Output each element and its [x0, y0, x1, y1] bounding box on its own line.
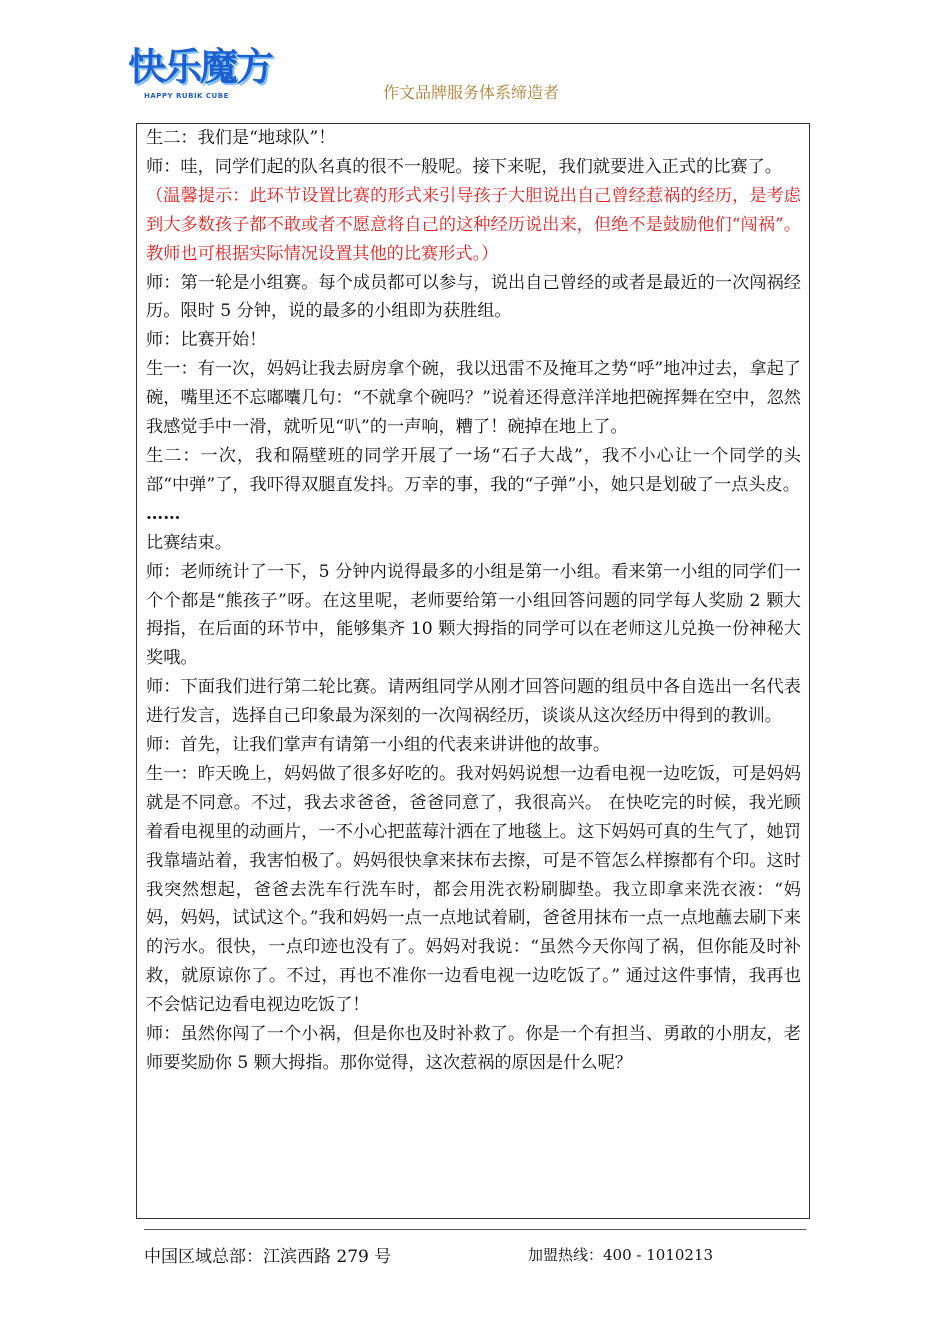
footer-hotline: 加盟热线：400 - 1010213	[528, 1246, 714, 1264]
dialogue-paragraph: 生二：我们是“地球队”！	[146, 128, 336, 148]
dialogue-paragraph: 比赛结束。	[146, 532, 232, 553]
dialogue-paragraph: 生一：有一次，妈妈让我去厨房拿个碗，我以迅雷不及掩耳之势“呼”地冲过去，拿起了碗，嘴里还不忘嘟囔几句：“不就拿个碗吗？”说着还得意洋洋地把碗挥舞在空中，忽然我感觉手中一滑，就听见“叭”的一声响，糟了！碗掉在地上了。	[146, 359, 801, 438]
dialogue-paragraph: 师：第一轮是小组赛。每个成员都可以参与，说出自己曾经的或者是最近的一次闯祸经历。限时 5 分钟，说的最多的小组即为获胜组。	[146, 272, 801, 322]
dialogue-paragraph: 师：首先，让我们掌声有请第一小组的代表来讲讲他的故事。	[146, 735, 611, 756]
lesson-content-box	[136, 123, 810, 1219]
logo-text: 快乐魔方	[128, 45, 273, 89]
teaching-tip-paragraph: （温馨提示：此环节设置比赛的形式来引导孩子大胆说出自己曾经惹祸的经历，是考虑到大多数孩子都不敢或者不愿意将自己的这种经历说出来，但绝不是鼓励他们“闯祸”。教师也可根据实际情况设置其他的比赛形式。）	[146, 185, 801, 264]
logo-subtitle: HAPPY RUBIK CUBE	[144, 92, 229, 100]
dialogue-paragraph: 师：哇，同学们起的队名真的很不一般呢。接下来呢，我们就要进入正式的比赛了。	[146, 156, 782, 177]
brand-slogan: 作文品牌服务体系缔造者	[383, 83, 560, 102]
dialogue-paragraph: 生二：一次，我和隔壁班的同学开展了一场“石子大战”，我不小心让一个同学的头部“中弹”了，我吓得双腿直发抖。万幸的事，我的“子弹”小，她只是划破了一点头皮。	[146, 445, 801, 495]
brand-logo	[128, 44, 273, 106]
footer-divider	[144, 1229, 806, 1230]
dialogue-paragraph: 师：虽然你闯了一个小祸，但是你也及时补救了。你是一个有担当、勇敢的小朋友，老师要奖励你 5 颗大拇指。那你觉得，这次惹祸的原因是什么呢？	[146, 1024, 801, 1073]
footer-address: 中国区域总部：江滨西路 279 号	[144, 1247, 392, 1267]
page-header	[0, 0, 950, 125]
ellipsis-paragraph: ……	[146, 503, 181, 524]
dialogue-paragraph: 师：比赛开始！	[146, 330, 267, 351]
dialogue-paragraph: 师：下面我们进行第二轮比赛。请两组同学从刚才回答问题的组员中各自选出一名代表进行发言，选择自己印象最为深刻的一次闯祸经历，谈谈从这次经历中得到的教训。	[146, 677, 801, 727]
dialogue-paragraph: 生一：昨天晚上，妈妈做了很多好吃的。我对妈妈说想一边看电视一边吃饭，可是妈妈就是不同意。不过，我去求爸爸，爸爸同意了，我很高兴。 在快吃完的时候，我光顾着看电视里的动画片，一不小心把蓝莓汁洒在了地毯上。这下妈妈可真的生气了，她罚我靠墙站着，我害怕极了。妈妈很快拿来抹布去擦，可是不管怎么样擦都有个印。这时我突然想起，爸爸去洗车行洗车时，都会用洗衣粉刷脚垫。我立即拿来洗衣液：“妈妈，妈妈，试试这个。”我和妈妈一点一点地试着刷，爸爸用抹布一点一点地蘸去刷下来的污水。很快，一点印迹也没有了。妈妈对我说：“虽然今天你闯了祸，但你能及时补救，就原谅你了。不过，再也不准你一边看电视一边吃饭了。” 通过这件事情，我再也不会惦记边看电视边吃饭了！	[146, 763, 801, 1016]
dialogue-paragraph: 师：老师统计了一下，5 分钟内说得最多的小组是第一小组。看来第一小组的同学们一个个都是“熊孩子”呀。在这里呢，老师要给第一小组回答问题的同学每人奖励 2 颗大拇指，在后面的环节中，能够集齐 10 颗大拇指的同学可以在老师这儿兑换一份神秘大奖哦。	[146, 561, 801, 669]
